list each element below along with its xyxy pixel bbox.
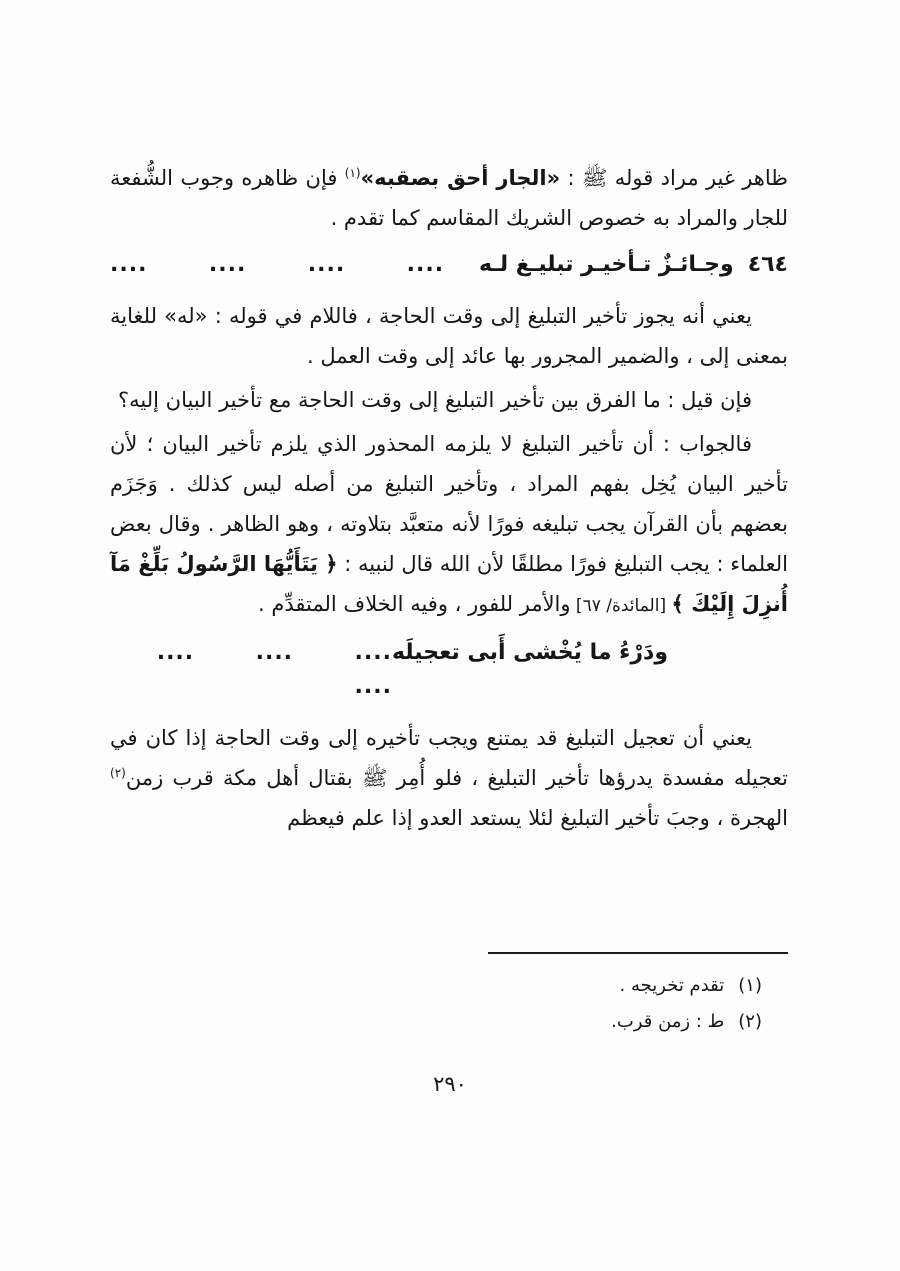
footnote-marker-2: (٢) — [110, 766, 126, 780]
footnote-text: تقدم تخريجه . — [619, 975, 725, 996]
verse-text: وجـائـزٌ تـأخيـر تبليـغ لـه — [478, 252, 734, 277]
verse-number: ٤٦٤ — [747, 252, 788, 277]
verse-line-464 — [110, 248, 788, 282]
question-paragraph: فإن قيل : ما الفرق بين تأخير التبليغ إلى وقت الحاجة مع تأخير البيان إليه؟ — [118, 388, 752, 412]
verse-ellipsis-dots: .... .... .... .... — [110, 252, 445, 277]
hadith-quote: «الجار أحق بصقبه» — [360, 166, 561, 190]
commentary-paragraph — [110, 718, 788, 838]
paragraph-text: فالجواب : أن تأخير التبليغ لا يلزمه المحذور الذي يلزم تأخير البيان ؛ لأن تأخير البيان يُخِل بفهم المراد ، وتأخير التبليغ من أصله ليس كذلك . وَجَزَم بعضهم بأن القرآن يجب تبليغه فورًا لأنه متعبَّد بتلاوته ، وهو الظاهر . وقال بعض العلماء : يجب التبليغ فورًا مطلقًا لأن الله قال لنبيه : — [110, 432, 789, 576]
footnote-separator-rule — [488, 952, 788, 954]
verse-text: ودَرْءُ ما يُخْشى أَبى تعجيلَه — [391, 640, 668, 665]
page-body — [110, 158, 788, 842]
verse-ellipsis-dots: .... .... .... .... — [156, 640, 392, 699]
footnote-number: (١) — [738, 975, 762, 996]
footnote-marker-1: (١) — [344, 166, 361, 180]
footnote-item — [110, 1004, 788, 1040]
paragraph-text: يعني أن تعجيل التبليغ قد يمتنع ويجب تأخيره إلى وقت الحاجة إذا كان في تعجيله مفسدة يدرؤها تأخير التبليغ ، فلو أُمِر ﷺ بقتال أهل مكة قرب زمن — [110, 726, 788, 790]
footnote-text: ط : زمن قرب. — [611, 1011, 725, 1032]
footnote-item — [110, 968, 788, 1004]
paragraph-text: الهجرة ، وجبَ تأخير التبليغ لئلا يستعد العدو إذا علم فيعظم — [287, 806, 788, 830]
verse-first-hemistich — [479, 248, 788, 282]
paragraph-text: فإن ظاهره وجوب الشُّفعة للجار والمراد به خصوص الشريك المقاسم كما تقدم . — [110, 166, 788, 230]
paragraph-text: والأمر للفور ، وفيه الخلاف المتقدِّم . — [258, 592, 571, 616]
verse-line-second-hemistich — [110, 636, 788, 704]
paragraph-continuation — [110, 158, 788, 238]
ayah-reference: [المائدة/ ٦٧] — [570, 596, 672, 616]
answer-paragraph — [110, 424, 788, 626]
quran-verse-quote: ﴿ يَتَأَيُّهَا الرَّسُولُ بَلِّغْ مَآ أُنزِلَ إِلَيْكَ ﴾ — [110, 552, 788, 616]
page-number: ٢٩٠ — [433, 1072, 467, 1096]
footnote-number: (٢) — [738, 1011, 762, 1032]
paragraph-text: ظاهر غير مراد قوله ﷺ : — [560, 166, 788, 190]
commentary-paragraph: يعني أنه يجوز تأخير التبليغ إلى وقت الحاجة ، فاللام في قوله : «له» للغاية بمعنى إلى ، والضمير المجرور بها عائد إلى وقت العمل . — [110, 304, 788, 368]
footnotes-section — [110, 952, 788, 1040]
